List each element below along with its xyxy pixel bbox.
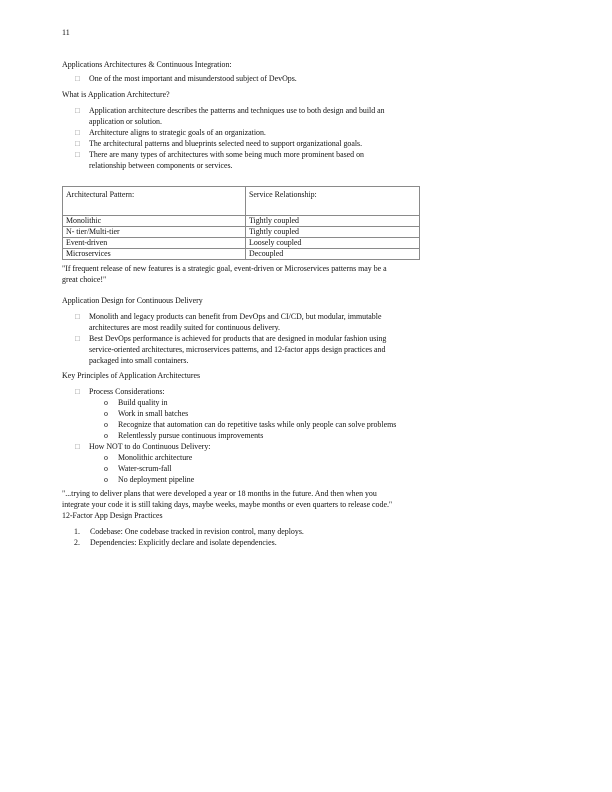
section-heading-app-arch-ci: Applications Architectures & Continuous Integration: [62,60,232,69]
section-heading-key-principles: Key Principles of Application Architectures [62,371,201,380]
section-heading-what-is-app-arch: What is Application Architecture? [62,90,170,99]
bullet-marker: □ [75,74,80,83]
quote-delivery-plans: "...trying to deliver plans that were developed a year or 18 months in the future. And then when you integrate your code it is still taking days, maybe weeks, maybe months or even quarters to release code." [62,489,393,509]
table-row: Event-driven Loosely coupled [63,238,420,249]
table-header-row [63,187,420,216]
section-heading-app-design-cd: Application Design for Continuous Delivery [62,296,203,305]
table-row: N- tier/Multi-tier Tightly coupled [63,227,420,238]
quote-frequent-release: "If frequent release of new features is a strategic goal, event-driven or Microservices patterns may be a great choice!" [62,264,387,284]
table-row: Microservices Decoupled [63,249,420,260]
page-number: 11 [62,28,70,37]
column-header: Service Relationship: [246,187,420,216]
column-header: Architectural Pattern: [63,187,246,216]
architecture-pattern-table [62,186,420,260]
section-heading-12-factor: 12-Factor App Design Practices [62,511,163,520]
table-row: Monolithic Tightly coupled [63,216,420,227]
